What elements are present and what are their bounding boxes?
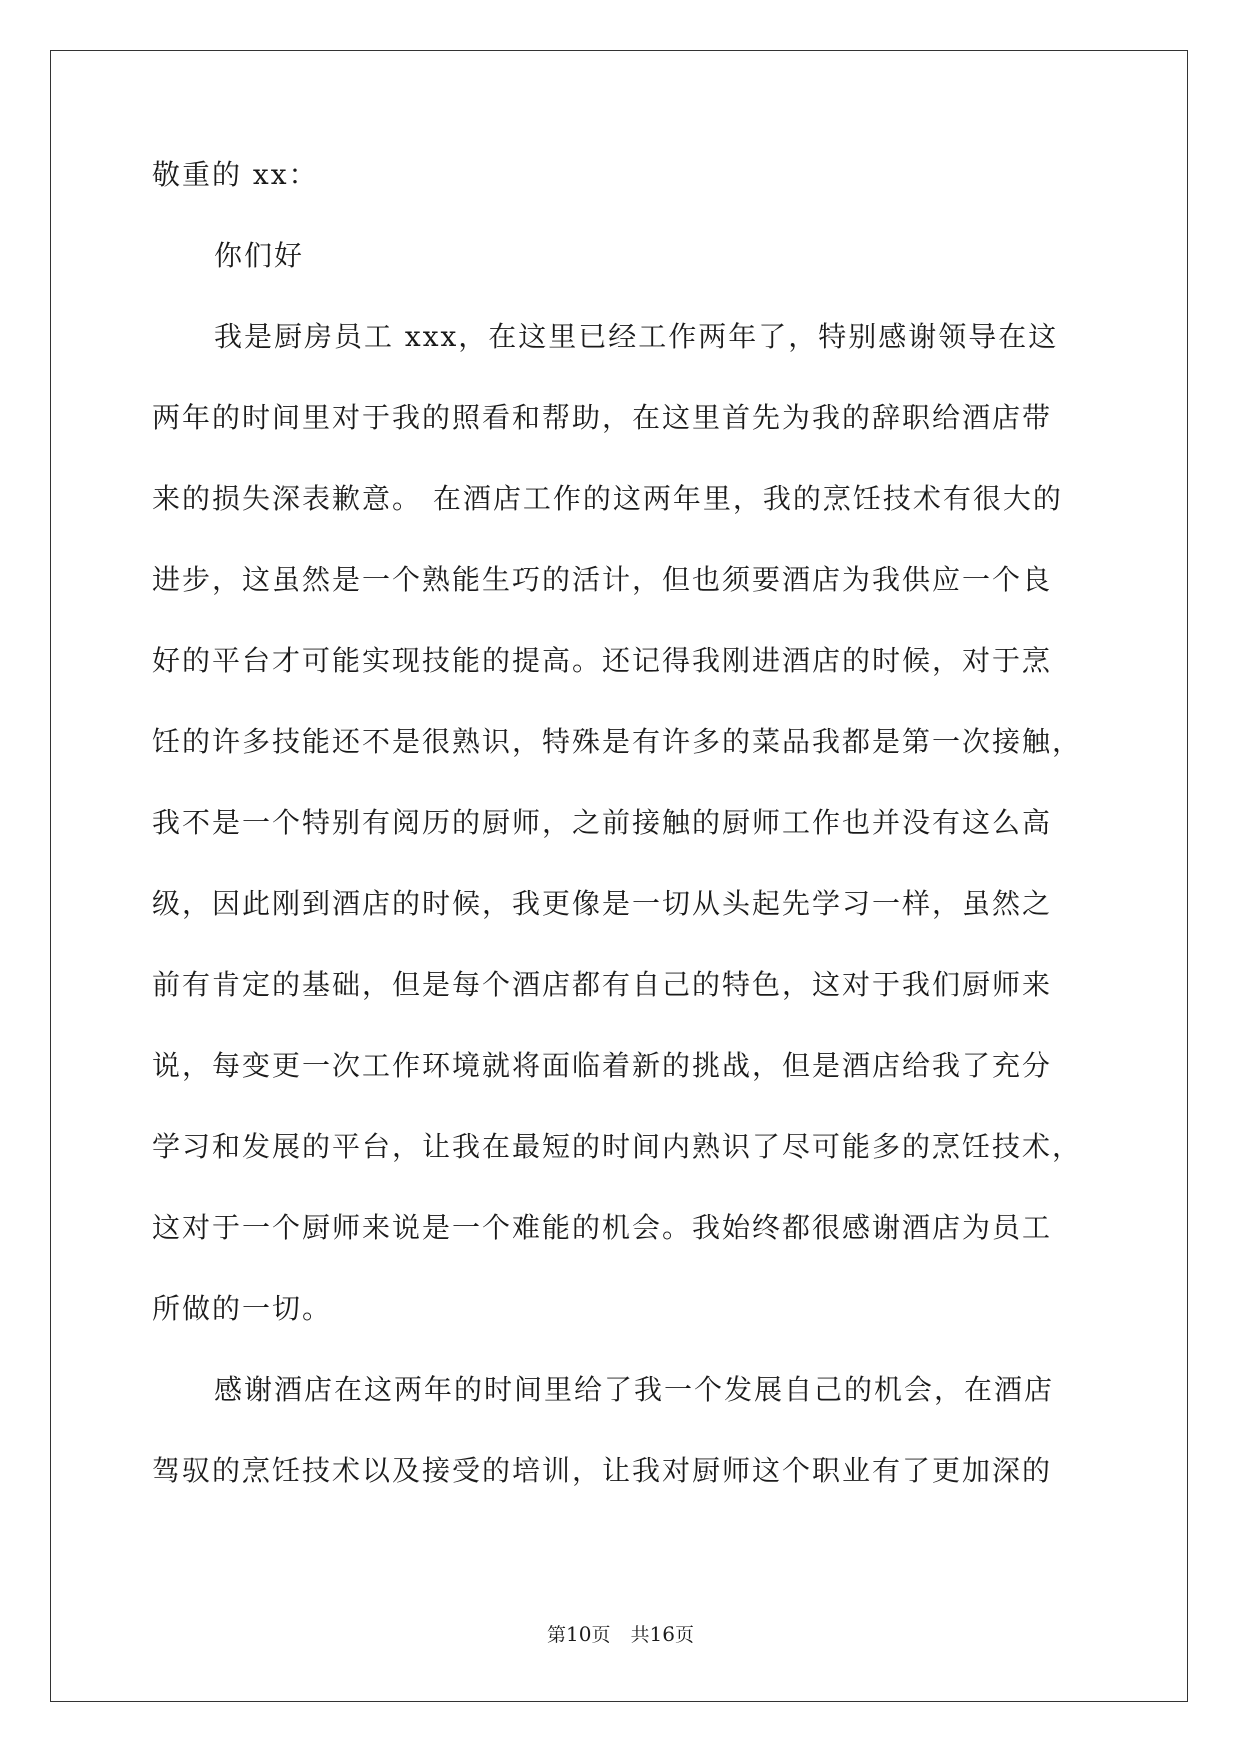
total-prefix: 共 — [630, 1624, 650, 1646]
page-prefix: 第 — [547, 1624, 567, 1646]
paragraph-line: 我不是一个特别有阅历的厨师，之前接触的厨师工作也并没有这么高 — [152, 806, 1053, 839]
paragraph-line: 感谢酒店在这两年的时间里给了我一个发展自己的机会，在酒店 — [214, 1373, 1055, 1406]
paragraph-line: 学习和发展的平台，让我在最短的时间内熟识了尽可能多的烹饪技术， — [152, 1130, 1083, 1163]
paragraph-line: 进步，这虽然是一个熟能生巧的活计，但也须要酒店为我供应一个良 — [152, 563, 1053, 596]
page-number: 10 — [566, 1622, 592, 1646]
total-pages: 16 — [649, 1622, 675, 1646]
paragraph-line: 前有肯定的基础，但是每个酒店都有自己的特色，这对于我们厨师来 — [152, 968, 1053, 1001]
letter-body — [152, 134, 1092, 1511]
greeting: 你们好 — [214, 239, 305, 272]
paragraph-line: 饪的许多技能还不是很熟识，特殊是有许多的菜品我都是第一次接触， — [152, 725, 1083, 758]
total-suffix: 页 — [674, 1624, 694, 1646]
paragraph-line: 所做的一切。 — [152, 1292, 333, 1325]
page-footer — [0, 1620, 1241, 1647]
paragraph-line: 两年的时间里对于我的照看和帮助，在这里首先为我的辞职给酒店带 — [152, 401, 1053, 434]
page-suffix: 页 — [591, 1624, 611, 1646]
paragraph-line: 我是厨房员工 xxx，在这里已经工作两年了，特别感谢领导在这 — [214, 320, 1059, 353]
paragraph-line: 这对于一个厨师来说是一个难能的机会。我始终都很感谢酒店为员工 — [152, 1211, 1053, 1244]
paragraph-line: 驾驭的烹饪技术以及接受的培训，让我对厨师这个职业有了更加深的 — [152, 1454, 1053, 1487]
salutation: 敬重的 xx： — [152, 158, 319, 191]
paragraph-line: 说，每变更一次工作环境就将面临着新的挑战，但是酒店给我了充分 — [152, 1049, 1053, 1082]
paragraph-line: 来的损失深表歉意。 在酒店工作的这两年里，我的烹饪技术有很大的 — [152, 482, 1063, 515]
paragraph-line: 好的平台才可能实现技能的提高。还记得我刚进酒店的时候，对于烹 — [152, 644, 1053, 677]
paragraph-line: 级，因此刚到酒店的时候，我更像是一切从头起先学习一样，虽然之 — [152, 887, 1053, 920]
